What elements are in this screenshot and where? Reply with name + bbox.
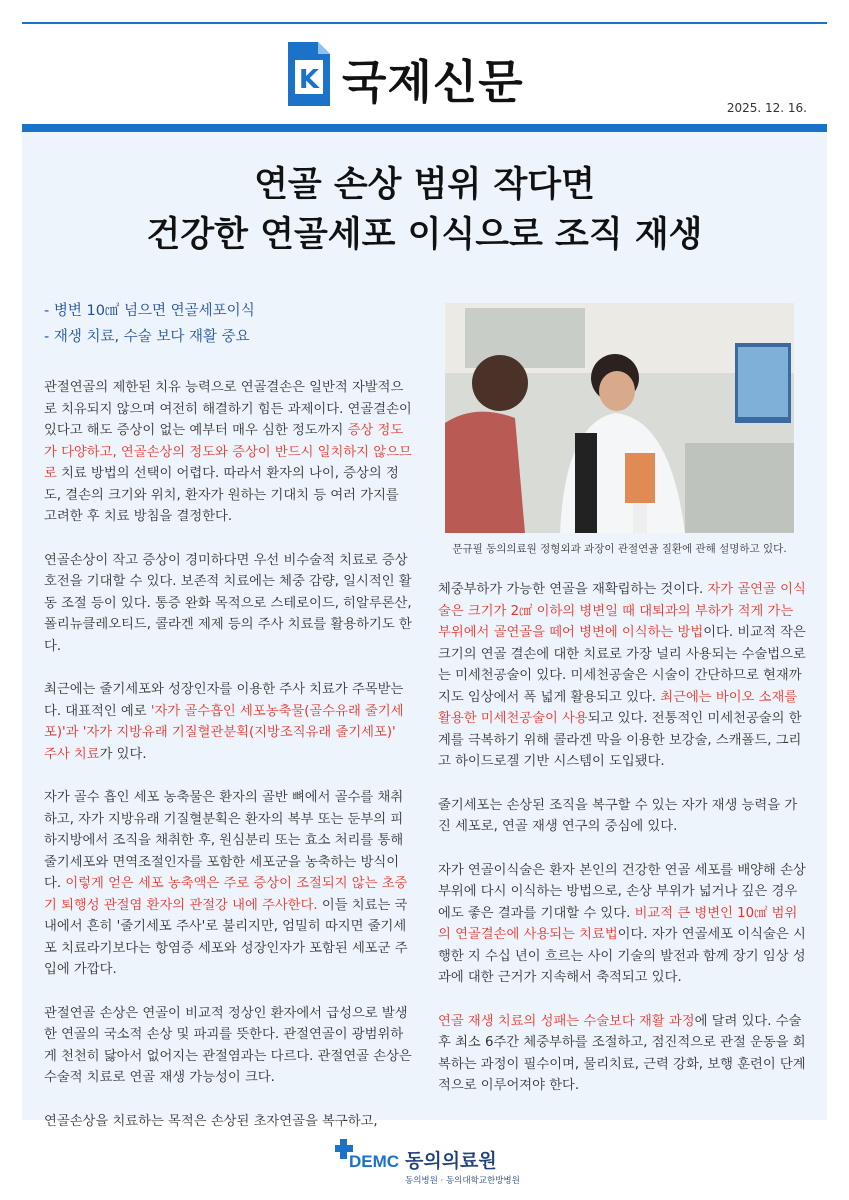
article-column-2 [438, 579, 808, 1119]
hospital-logo [335, 1137, 525, 1189]
body-text: 연골손상을 치료하는 목적은 손상된 초자연골을 복구하고, [44, 1113, 378, 1129]
body-text: 최근에는 줄기세포와 성장인자를 이용한 주사 치료가 주목받는다. 대표적인 예로 [44, 682, 404, 719]
logo-letter: K [298, 65, 320, 95]
subheads [44, 298, 255, 350]
body-text: 가 있다. [99, 746, 147, 762]
body-text: 이다. 비교적 작은 크기의 연골 결손에 대한 치료로 가장 널리 사용되는 수술법으로는 미세천공술이 있다. 미세천공술은 시술이 간단하므로 현재까지도 임상에서 폭 넓게 활용되고 있다. [438, 625, 806, 705]
body-text: 이들 치료는 국내에서 흔히 '줄기세포 주사'로 불리지만, 엄밀히 따지면 줄기세포 치료라기보다는 항염증 세포와 성장인자가 포함된 세포군 주입에 가깝다. [44, 897, 408, 977]
body-text: 에 달려 있다. 수술 후 최소 6주간 체중부하를 조절하고, 점진적으로 관절 운동을 회복하는 과정이 필수이며, 물리치료, 근력 강화, 보행 훈련이 단계적으로 이루어져야 한다. [438, 1013, 806, 1093]
header-band [22, 124, 827, 132]
paragraph [44, 679, 412, 765]
highlighted-text: 이렇게 얻은 세포 농축액은 주로 증상이 조절되지 않는 초중기 퇴행성 관절염 환자의 관절강 내에 주사한다. [44, 876, 408, 913]
body-text: 치료 방법의 선택이 어렵다. 따라서 환자의 나이, 증상의 정도, 결손의 크기와 위치, 환자가 원하는 기대치 등 여러 가지를 고려한 후 치료 방침을 결정한다. [44, 466, 399, 524]
highlighted-text: 최근에는 바이오 소재를 활용한 미세천공술이 사용 [438, 689, 798, 726]
paragraph [44, 1111, 412, 1133]
newspaper-logo-icon [288, 42, 330, 106]
body-text: 체중부하가 가능한 연골을 재확립하는 것이다. [438, 582, 708, 597]
body-text: 줄기세포는 손상된 조직을 복구할 수 있는 자가 재생 능력을 가진 세포로, 연골 재생 연구의 중심에 있다. [438, 797, 798, 834]
body-text: 자가 골수 흡인 세포 농축물은 환자의 골반 뼈에서 골수를 채취하고, 자가 지방유래 기질혈분획은 환자의 복부 또는 둔부의 피하지방에서 조직을 채취한 후, 원심분리 또는 효소 처리를 통해 줄기세포와 면역조절인자를 포함한 세포군을 농축하는 방식이다. [44, 790, 404, 891]
paragraph [44, 1003, 412, 1089]
highlighted-text: 증상 정도가 다양하고, 연골손상의 정도와 증상이 반드시 일치하지 않으므로 [44, 423, 412, 481]
logo-demc: DEMC [349, 1152, 400, 1171]
logo-hospital-name: 동의의료원 [405, 1150, 497, 1172]
subhead-2: - 재생 치료, 수술 보다 재활 중요 [44, 329, 250, 345]
highlighted-text: 연골 재생 치료의 성패는 수술보다 재활 과정 [438, 1013, 695, 1029]
newspaper-name: 국제신문 [342, 55, 524, 109]
headline-line-2: 건강한 연골세포 이식으로 조직 재생 [146, 215, 703, 255]
top-rule [22, 22, 827, 24]
paragraph [438, 1011, 808, 1097]
photo-caption: 문규필 동의의료원 정형외과 과장이 관절연골 질환에 관해 설명하고 있다. [452, 543, 787, 555]
body-text: 관절연골 손상은 연골이 비교적 정상인 환자에서 급성으로 발생한 연골의 국소적 손상 및 파괴를 뜻한다. 관절연골이 광범위하게 천천히 닳아서 없어지는 관절염과는 다르다. 관절연골 손상은 수술적 치료로 연골 재생 가능성이 크다. [44, 1005, 412, 1085]
masthead [0, 42, 849, 112]
headline-line-1: 연골 손상 범위 작다면 [254, 165, 595, 205]
body-text: 자가 연골이식술은 환자 본인의 건강한 연골 세포를 배양해 손상 부위에 다시 이식하는 방법으로, 손상 부위가 넓거나 깊은 경우에도 좋은 결과를 기대할 수 있다. [438, 862, 806, 921]
doctor-consultation-photo-icon [445, 303, 794, 533]
body-text: 관절연골의 제한된 치유 능력으로 연골결손은 일반적 자발적으로 치유되지 않으며 여전히 해결하기 힘든 과제이다. 연골결손이 있다고 해도 증상이 없는 예부터 매우 심한 정도까지 [44, 380, 412, 438]
logo-subtitle: 동의병원 · 동의대학교한방병원 [405, 1176, 520, 1186]
body-text: 이다. 자가 연골세포 이식술은 시행한 지 수십 년이 흐르는 사이 기술의 발전과 함께 장기 임상 성과에 대한 근거가 지속해서 축적되고 있다. [438, 927, 806, 985]
paragraph [438, 860, 808, 989]
publish-date: 2025. 12. 16. [726, 101, 807, 115]
paragraph [44, 787, 412, 981]
highlighted-text: '자가 골수흡인 세포농축물(골수유래 줄기세포)'과 '자가 지방유래 기질혈관분획(지방조직유래 줄기세포)' 주사 치료 [44, 703, 404, 762]
article-photo [445, 303, 794, 533]
paragraph [44, 377, 412, 528]
article-column-1 [44, 377, 412, 1154]
paragraph [438, 795, 808, 838]
body-text: 되고 있다. 전통적인 미세천공술의 한계를 극복하기 위해 콜라겐 막을 이용한 보강술, 스캐폴드, 그리고 하이드로겔 기반 시스템이 도입됐다. [438, 711, 802, 769]
body-text: 연골손상이 작고 증상이 경미하다면 우선 비수술적 치료로 증상 호전을 기대할 수 있다. 보존적 치료에는 체중 감량, 일시적인 활동 조절 등이 있다. 통증 완화 목적으로 스테로이드, 히알루론산, 폴리뉴클레오티드, 콜라겐 제제 등의 주사 치료를 활용하기도 한다. [44, 552, 412, 654]
headline [0, 160, 849, 260]
highlighted-text: 비교적 큰 병변인 10㎠ 범위의 연골결손에 사용되는 치료법 [438, 905, 798, 942]
highlighted-text: 자가 골연골 이식술은 크기가 2㎠ 이하의 병변일 때 대퇴과의 부하가 적게 가는 부위에서 골연골을 떼어 병변에 이식하는 방법 [438, 582, 806, 640]
paragraph [44, 550, 412, 658]
subhead-1: - 병변 10㎠ 넘으면 연골세포이식 [44, 303, 255, 319]
paragraph [438, 579, 808, 773]
